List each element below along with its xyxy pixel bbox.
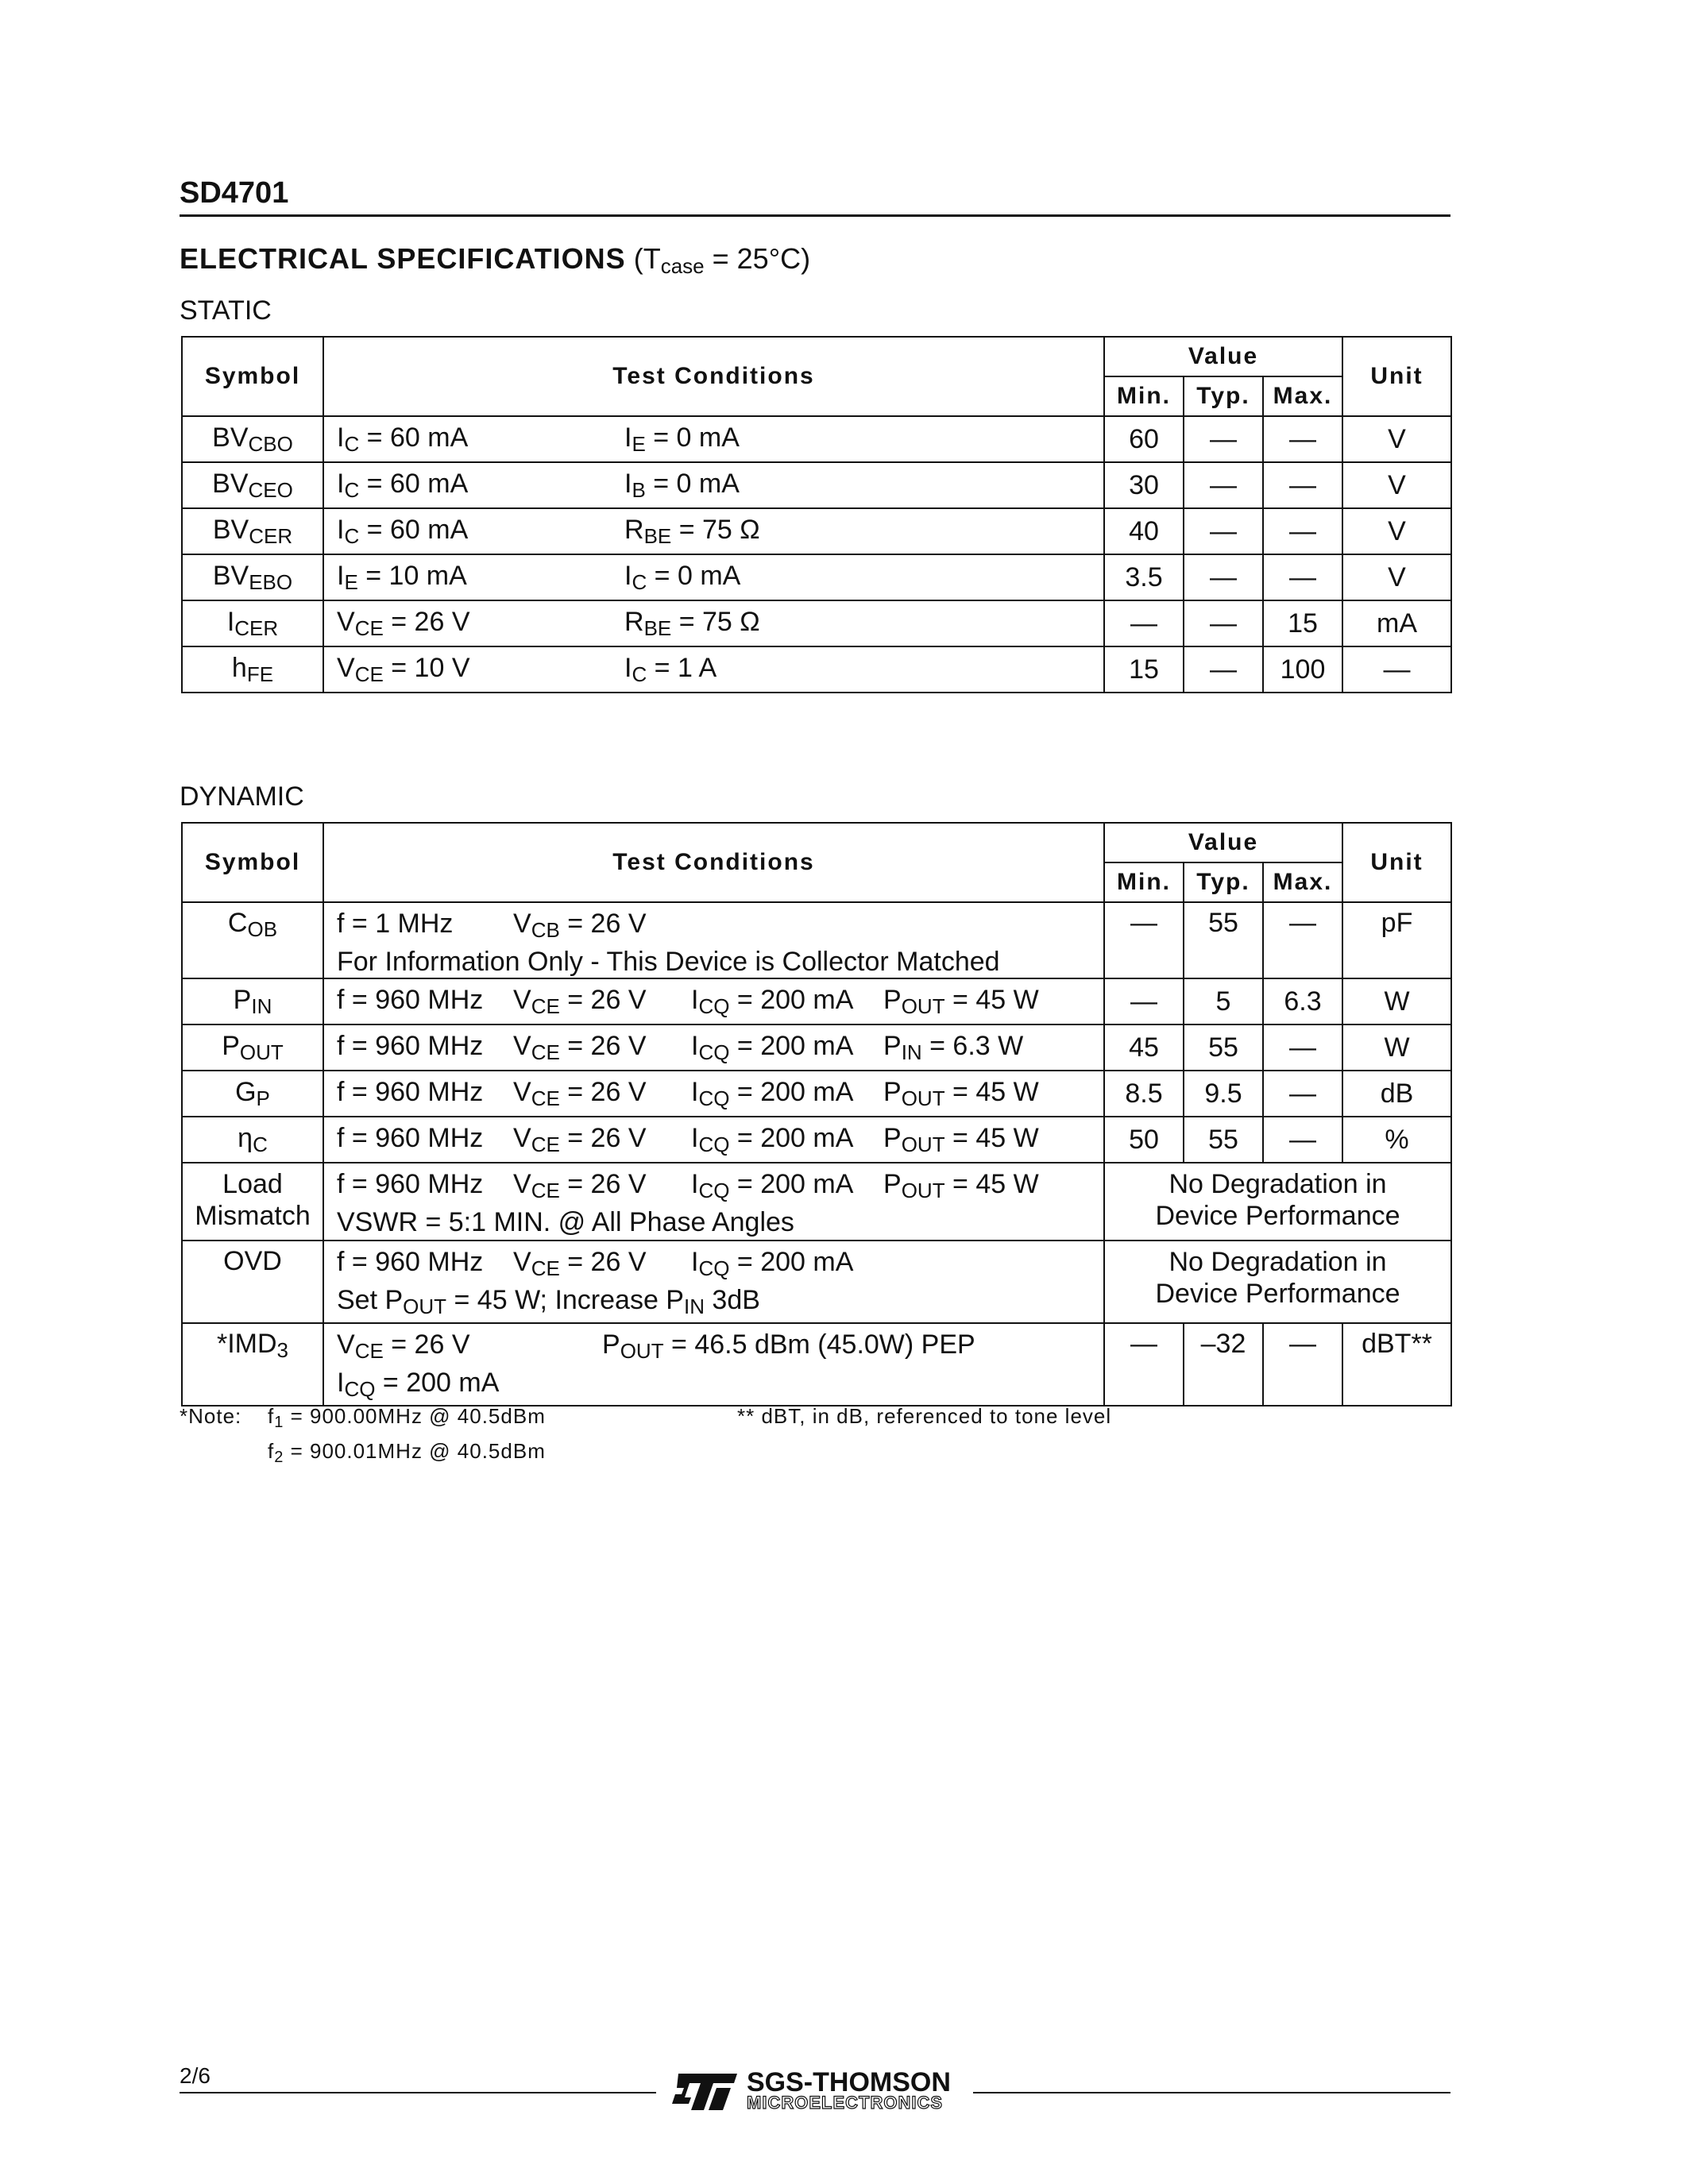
unit-cell: W [1342, 978, 1451, 1024]
conditions-cell: f = 1 MHz $V_{CB} = 26$ V For Information Only - This Device is Collector Matched [323, 902, 1104, 978]
max-cell: 15 [1263, 600, 1342, 646]
part-number: SD4701 [180, 176, 289, 210]
header-value: Value [1104, 337, 1342, 376]
typ-cell: — [1184, 600, 1263, 646]
min-cell: 40 [1104, 508, 1184, 554]
typ-cell: — [1184, 646, 1263, 693]
min-cell: — [1104, 1323, 1184, 1406]
header-unit: Unit [1342, 337, 1451, 416]
conditions-cell: f = 960 MHz $V_{CE} = 26$ V $I_{CQ} = 200$ mA $P_{OUT} = 45$ W VSWR = 5:1 MIN. @ All Phase Angles [323, 1163, 1104, 1241]
header-value: Value [1104, 823, 1342, 862]
min-cell: 15 [1104, 646, 1184, 693]
dynamic-label: DYNAMIC [180, 781, 304, 812]
symbol-cell: $I_{CER}$ [182, 600, 323, 646]
conditions-cell: $V_{CE} = 26$ V $R_{BE} = 75$ Ω [323, 600, 1104, 646]
symbol-cell: $BV_{CBO}$ [182, 416, 323, 462]
min-cell: 3.5 [1104, 554, 1184, 600]
symbol-cell: $BV_{CEO}$ [182, 462, 323, 508]
table-row [182, 902, 1451, 978]
section-title: ELECTRICAL SPECIFICATIONS $(T_{case} = 25^\circ C)$ [180, 242, 811, 278]
unit-cell: V [1342, 462, 1451, 508]
header-min: Min. [1104, 376, 1184, 416]
max-cell: 100 [1263, 646, 1342, 693]
page-number: 2/6 [180, 2063, 211, 2088]
max-cell: — [1263, 416, 1342, 462]
static-label: STATIC [180, 295, 272, 326]
brand-name: SGS-THOMSON [747, 2067, 951, 2097]
typ-cell: 55 [1184, 902, 1263, 978]
typ-cell: 55 [1184, 1117, 1263, 1163]
header-max: Max. [1263, 376, 1342, 416]
typ-cell: 9.5 [1184, 1071, 1263, 1117]
static-table [181, 336, 1452, 693]
header-typ: Typ. [1184, 862, 1263, 902]
typ-cell: — [1184, 508, 1263, 554]
min-cell: 45 [1104, 1024, 1184, 1071]
conditions-cell: f = 960 MHz $V_{CE} = 26$ V $I_{CQ} = 200$ mA $P_{OUT} = 45$ W [323, 1117, 1104, 1163]
brand-sub: MICROELECTRONICS [747, 2093, 943, 2113]
symbol-cell: $BV_{EBO}$ [182, 554, 323, 600]
conditions-cell: f = 960 MHz $V_{CE} = 26$ V $I_{CQ} = 200$ mA Set $P_{OUT} = 45$ W; Increase $P_{IN}$ 3dB [323, 1241, 1104, 1323]
unit-cell: pF [1342, 902, 1451, 978]
table-row [182, 1241, 1451, 1323]
typ-cell: — [1184, 554, 1263, 600]
symbol-cell: $P_{OUT}$ [182, 1024, 323, 1071]
symbol-cell: OVD [182, 1241, 323, 1323]
header-unit: Unit [1342, 823, 1451, 902]
unit-cell: W [1342, 1024, 1451, 1071]
table-row [182, 508, 1451, 554]
unit-cell: — [1342, 646, 1451, 693]
symbol-cell: $C_{OB}$ [182, 902, 323, 978]
table-row [182, 1024, 1451, 1071]
sgs-thomson-logo [667, 2067, 961, 2115]
min-cell: 30 [1104, 462, 1184, 508]
table-row [182, 462, 1451, 508]
header-min: Min. [1104, 862, 1184, 902]
typ-cell: 5 [1184, 978, 1263, 1024]
max-cell: — [1263, 1323, 1342, 1406]
max-cell: — [1263, 462, 1342, 508]
unit-cell: V [1342, 508, 1451, 554]
result-cell: No Degradation in Device Performance [1104, 1163, 1451, 1241]
table-row [182, 1117, 1451, 1163]
min-cell: 8.5 [1104, 1071, 1184, 1117]
symbol-cell: $P_{IN}$ [182, 978, 323, 1024]
max-cell: — [1263, 1024, 1342, 1071]
table-row [182, 978, 1451, 1024]
st-logo-icon [667, 2067, 743, 2115]
unit-cell: dB [1342, 1071, 1451, 1117]
min-cell: — [1104, 902, 1184, 978]
typ-cell: — [1184, 416, 1263, 462]
max-cell: — [1263, 902, 1342, 978]
table-row [182, 600, 1451, 646]
unit-cell: mA [1342, 600, 1451, 646]
max-cell: 6.3 [1263, 978, 1342, 1024]
note-f1: f1 = 900.00MHz @ 40.5dBm [268, 1404, 546, 1431]
conditions-cell: $V_{CE} = 10$ V $I_C = 1$ A [323, 646, 1104, 693]
max-cell: — [1263, 508, 1342, 554]
symbol-cell: $\eta_C$ [182, 1117, 323, 1163]
table-row [182, 554, 1451, 600]
min-cell: — [1104, 978, 1184, 1024]
table-row [182, 1323, 1451, 1406]
conditions-cell: $I_E = 10$ mA $I_C = 0$ mA [323, 554, 1104, 600]
min-cell: 60 [1104, 416, 1184, 462]
symbol-cell: Load Mismatch [182, 1163, 323, 1241]
conditions-cell: $I_C = 60$ mA $I_B = 0$ mA [323, 462, 1104, 508]
symbol-cell: $G_P$ [182, 1071, 323, 1117]
header-typ: Typ. [1184, 376, 1263, 416]
table-row [182, 1071, 1451, 1117]
table-row [182, 1163, 1451, 1241]
conditions-cell: f = 960 MHz $V_{CE} = 26$ V $I_{CQ} = 200$ mA $P_{IN} = 6.3$ W [323, 1024, 1104, 1071]
note-dbt: ** dBT, in dB, referenced to tone level [737, 1404, 1112, 1428]
header-test-conditions: Test Conditions [323, 823, 1104, 902]
result-cell: No Degradation in Device Performance [1104, 1241, 1451, 1323]
unit-cell: V [1342, 416, 1451, 462]
max-cell: — [1263, 1071, 1342, 1117]
conditions-cell: f = 960 MHz $V_{CE} = 26$ V $I_{CQ} = 200$ mA $P_{OUT} = 45$ W [323, 1071, 1104, 1117]
typ-cell: –32 [1184, 1323, 1263, 1406]
table-row [182, 646, 1451, 693]
symbol-cell: $BV_{CER}$ [182, 508, 323, 554]
header-rule [180, 214, 1450, 217]
conditions-cell: $I_C = 60$ mA $R_{BE} = 75$ Ω [323, 508, 1104, 554]
footer-rule-right [973, 2092, 1450, 2093]
header-max: Max. [1263, 862, 1342, 902]
footer-rule-left [180, 2092, 656, 2093]
conditions-cell: $V_{CE} = 26$ V $P_{OUT} = 46.5$ dBm (45.0W) PEP $I_{CQ} = 200$ mA [323, 1323, 1104, 1406]
symbol-cell: $h_{FE}$ [182, 646, 323, 693]
unit-cell: % [1342, 1117, 1451, 1163]
symbol-cell: $*IMD_3$ [182, 1323, 323, 1406]
typ-cell: 55 [1184, 1024, 1263, 1071]
header-symbol: Symbol [182, 337, 323, 416]
typ-cell: — [1184, 462, 1263, 508]
min-cell: 50 [1104, 1117, 1184, 1163]
conditions-cell: $I_C = 60$ mA $I_E = 0$ mA [323, 416, 1104, 462]
table-row [182, 416, 1451, 462]
unit-cell: V [1342, 554, 1451, 600]
dynamic-table [181, 822, 1452, 1406]
conditions-cell: f = 960 MHz $V_{CE} = 26$ V $I_{CQ} = 200$ mA $P_{OUT} = 45$ W [323, 978, 1104, 1024]
header-test-conditions: Test Conditions [323, 337, 1104, 416]
note-f2: f2 = 900.01MHz @ 40.5dBm [268, 1439, 546, 1466]
max-cell: — [1263, 1117, 1342, 1163]
header-symbol: Symbol [182, 823, 323, 902]
unit-cell: dBT** [1342, 1323, 1451, 1406]
max-cell: — [1263, 554, 1342, 600]
min-cell: — [1104, 600, 1184, 646]
note-prefix: *Note: [180, 1404, 242, 1428]
